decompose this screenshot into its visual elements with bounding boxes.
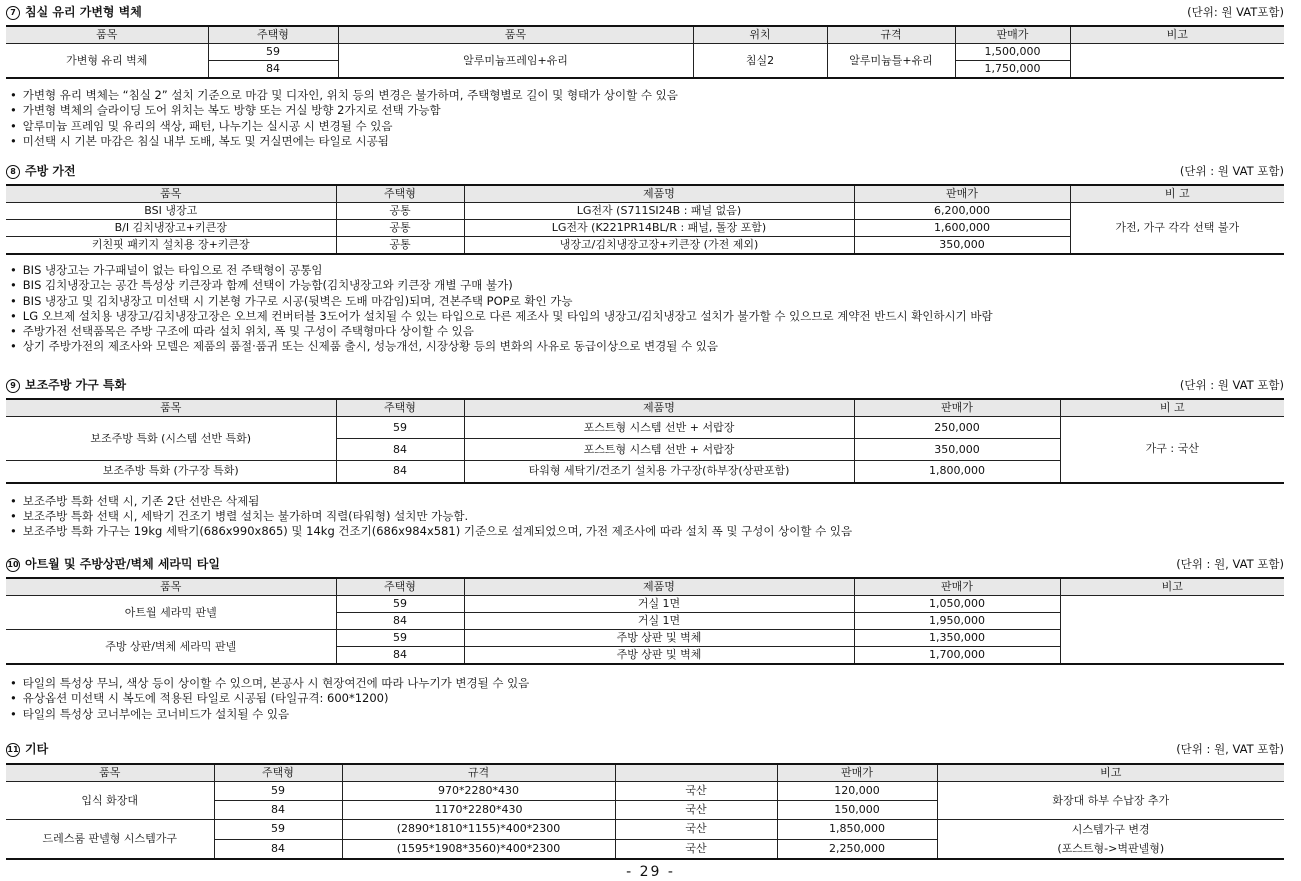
col-header: 판매가 [854, 185, 1070, 203]
price-cell: 6,200,000 [854, 203, 1070, 220]
col-header: 판매가 [854, 399, 1060, 417]
note-item: • BIS 냉장고 및 김치냉장고 미선택 시 기본형 가구로 시공(뒷벽은 도배 마감임)되며, 견본주택 POP로 확인 가능 [10, 294, 1284, 309]
price-cell: 1,600,000 [854, 220, 1070, 237]
type-cell: 84 [336, 439, 464, 461]
note-item: • 상기 주방가전의 제조사와 모델은 제품의 품절·품귀 또는 신제품 출시, 성능개선, 시장상황 등의 변화의 사유로 동급이상으로 변경될 수 있음 [10, 339, 1284, 354]
type-cell: 84 [336, 461, 464, 483]
product-cell: 주방 상판 및 벽체 [464, 647, 854, 665]
product-cell: LG전자 (S711SI24B : 패널 없음) [464, 203, 854, 220]
col-header: 비고 [937, 764, 1284, 782]
note-item: • LG 오브제 설치용 냉장고/김치냉장고장은 오브제 컨버터블 3도어가 설치될 수 있는 타입으로 다른 제조사 및 타입의 냉장고/김치냉장고 설치가 불가할 수 있으므로 계약전 반드시 확인하시기 바람 [10, 309, 1284, 324]
section-number: 10 [6, 558, 20, 572]
item-cell: 키친핏 패키지 설치용 장+키큰장 [6, 237, 336, 255]
type-cell: 59 [336, 596, 464, 613]
col-header: 판매가 [955, 26, 1070, 44]
col-header: 주택형 [336, 578, 464, 596]
product-cell: 냉장고/김치냉장고장+키큰장 (가전 제외) [464, 237, 854, 255]
type-cell: 공통 [336, 220, 464, 237]
col-header: 주택형 [336, 399, 464, 417]
origin-cell: 국산 [615, 820, 777, 840]
section-number: 8 [6, 165, 20, 179]
type-cell: 84 [336, 647, 464, 665]
col-header: 비고 [1060, 578, 1284, 596]
table-header-row [6, 764, 1284, 782]
others-table [6, 763, 1284, 860]
table-header-row [6, 185, 1284, 203]
product-cell: LG전자 (K221PR14BL/R : 패널, 톨장 포함) [464, 220, 854, 237]
table-header-row [6, 26, 1284, 44]
product-cell: 거실 1면 [464, 596, 854, 613]
col-header: 판매가 [777, 764, 937, 782]
section-title-text: 기타 [25, 742, 49, 756]
section-header [6, 740, 1284, 758]
section-title-text: 보조주방 가구 특화 [25, 378, 127, 392]
spec-cell: (1595*1908*3560)*400*2300 [342, 839, 615, 859]
note-item: • 타일의 특성상 코너부에는 코너비드가 설치될 수 있음 [10, 707, 1284, 722]
note-cell: 가전, 가구 각각 선택 불가 [1070, 203, 1284, 255]
price-cell: 1,050,000 [854, 596, 1060, 613]
glass-wall-table [6, 25, 1284, 79]
item-cell: 보조주방 특화 (시스템 선반 특화) [6, 417, 336, 461]
note-item: • 타일의 특성상 무늬, 색상 등이 상이할 수 있으며, 본공사 시 현장여건에 따라 나누기가 변경될 수 있음 [10, 676, 1284, 691]
col-header: 제품명 [464, 185, 854, 203]
table-row [6, 203, 1284, 220]
table-row [6, 44, 1284, 61]
type-cell: 59 [336, 417, 464, 439]
price-cell: 120,000 [777, 782, 937, 801]
type-cell: 공통 [336, 203, 464, 220]
location-cell: 침실2 [693, 44, 827, 79]
section-title [6, 376, 126, 394]
note-item: • 유상옵션 미선택 시 복도에 적용된 타일로 시공됨 (타일규격: 600*1200) [10, 691, 1284, 706]
type-cell: 59 [208, 44, 338, 61]
note-item: • BIS 냉장고는 가구패널이 없는 타입으로 전 주택형이 공통임 [10, 263, 1284, 278]
material-cell: 알루미늄프레임+유리 [338, 44, 693, 79]
section-title-text: 침실 유리 가변형 벽체 [25, 5, 142, 19]
price-cell: 350,000 [854, 237, 1070, 255]
type-cell: 59 [336, 630, 464, 647]
origin-cell: 국산 [615, 782, 777, 801]
item-cell: 주방 상판/벽체 세라믹 판넬 [6, 630, 336, 665]
table-row [6, 820, 1284, 840]
type-cell: 공통 [336, 237, 464, 255]
note-item: • 보조주방 특화 선택 시, 세탁기 건조기 병렬 설치는 불가하며 직렬(타워형) 설치만 가능함. [10, 509, 1284, 524]
type-cell: 84 [208, 61, 338, 79]
unit-label: (단위 : 원 VAT 포함) [1179, 378, 1284, 392]
table-header-row [6, 399, 1284, 417]
section-ceramic-tile [6, 555, 1284, 722]
col-header: 주택형 [208, 26, 338, 44]
product-cell: 타워형 세탁기/건조기 설치용 가구장(하부장(상판포함) [464, 461, 854, 483]
section-aux-kitchen [6, 376, 1284, 539]
table-row [6, 596, 1284, 613]
price-cell: 1,950,000 [854, 613, 1060, 630]
item-cell: BSI 냉장고 [6, 203, 336, 220]
section-title-text: 아트월 및 주방상판/벽체 세라믹 타일 [25, 557, 220, 571]
note-item: • 보조주방 특화 가구는 19kg 세탁기(686x990x865) 및 14kg 건조기(686x984x581) 기준으로 설계되었으며, 가전 제조사에 따라 설치 폭 및 구성이 상이할 수 있음 [10, 524, 1284, 539]
price-cell: 150,000 [777, 801, 937, 820]
col-header: 비 고 [1060, 399, 1284, 417]
col-header: 제품명 [464, 399, 854, 417]
section-glass-wall [6, 3, 1284, 149]
col-header: 품목 [338, 26, 693, 44]
section-number: 7 [6, 6, 20, 20]
origin-cell: 국산 [615, 839, 777, 859]
col-header: 판매가 [854, 578, 1060, 596]
product-cell: 주방 상판 및 벽체 [464, 630, 854, 647]
section-others [6, 740, 1284, 860]
page-number: - 29 - [626, 864, 675, 880]
item-cell: 아트월 세라믹 판넬 [6, 596, 336, 630]
col-header: 품목 [6, 185, 336, 203]
col-header [615, 764, 777, 782]
section-title-text: 주방 가전 [25, 164, 76, 178]
item-cell: 입식 화장대 [6, 782, 214, 820]
col-header: 품목 [6, 578, 336, 596]
note-cell [1070, 44, 1284, 79]
note-cell [937, 820, 1284, 860]
ceramic-tile-table [6, 577, 1284, 665]
spec-cell: 알루미늄틀+유리 [827, 44, 955, 79]
table-row [6, 417, 1284, 439]
price-cell: 1,750,000 [955, 61, 1070, 79]
col-header: 비 고 [1070, 185, 1284, 203]
section-title [6, 555, 220, 573]
note-cell: 화장대 하부 수납장 추가 [937, 782, 1284, 820]
section-header [6, 376, 1284, 394]
price-cell: 250,000 [854, 417, 1060, 439]
type-cell: 84 [214, 839, 342, 859]
type-cell: 84 [336, 613, 464, 630]
aux-kitchen-table [6, 398, 1284, 484]
note-item: • 가변형 유리 벽체는 “침실 2” 설치 기준으로 마감 및 디자인, 위치 등의 변경은 불가하며, 주택형별로 길이 및 형태가 상이할 수 있음 [10, 88, 1284, 103]
col-header: 품목 [6, 26, 208, 44]
notes-list [6, 263, 1284, 355]
col-header: 주택형 [214, 764, 342, 782]
type-cell: 84 [214, 801, 342, 820]
price-cell: 1,350,000 [854, 630, 1060, 647]
note-cell [1060, 596, 1284, 665]
price-cell: 1,700,000 [854, 647, 1060, 665]
type-cell: 59 [214, 820, 342, 840]
notes-list [6, 494, 1284, 540]
section-header [6, 555, 1284, 573]
note-line: (포스트형->벽판넬형) [1057, 842, 1165, 855]
col-header: 규격 [827, 26, 955, 44]
col-header: 비고 [1070, 26, 1284, 44]
section-number: 9 [6, 379, 20, 393]
section-number: 11 [6, 743, 20, 757]
col-header: 품목 [6, 764, 214, 782]
note-cell: 가구 : 국산 [1060, 417, 1284, 483]
origin-cell: 국산 [615, 801, 777, 820]
note-item: • BIS 김치냉장고는 공간 특성상 키큰장과 함께 선택이 가능함(김치냉장고와 키큰장 개별 구매 불가) [10, 278, 1284, 293]
note-item: • 가변형 벽체의 슬라이딩 도어 위치는 복도 방향 또는 거실 방향 2가지로 선택 가능함 [10, 103, 1284, 118]
price-cell: 350,000 [854, 439, 1060, 461]
table-row [6, 782, 1284, 801]
price-cell: 2,250,000 [777, 839, 937, 859]
product-cell: 포스트형 시스템 선반 + 서랍장 [464, 439, 854, 461]
product-cell: 포스트형 시스템 선반 + 서랍장 [464, 417, 854, 439]
table-header-row [6, 578, 1284, 596]
notes-list [6, 88, 1284, 149]
item-cell: B/I 김치냉장고+키큰장 [6, 220, 336, 237]
note-item: • 주방가전 선택품목은 주방 구조에 따라 설치 위치, 폭 및 구성이 주택형마다 상이할 수 있음 [10, 324, 1284, 339]
notes-list [6, 676, 1284, 722]
col-header: 규격 [342, 764, 615, 782]
kitchen-appliances-table [6, 184, 1284, 255]
col-header: 품목 [6, 399, 336, 417]
item-cell: 보조주방 특화 (가구장 특화) [6, 461, 336, 483]
unit-label: (단위 : 원, VAT 포함) [1176, 557, 1284, 571]
note-item: • 알루미늄 프레임 및 유리의 색상, 패턴, 나누기는 실시공 시 변경될 수 있음 [10, 119, 1284, 134]
section-title [6, 162, 76, 180]
section-kitchen-appliances [6, 162, 1284, 355]
spec-cell: 1170*2280*430 [342, 801, 615, 820]
item-cell: 드레스룸 판넬형 시스템가구 [6, 820, 214, 860]
price-cell: 1,500,000 [955, 44, 1070, 61]
unit-label: (단위 : 원 VAT 포함) [1179, 164, 1284, 178]
item-cell: 가변형 유리 벽체 [6, 44, 208, 79]
section-title [6, 3, 142, 21]
note-item: • 보조주방 특화 선택 시, 기존 2단 선반은 삭제됨 [10, 494, 1284, 509]
col-header: 주택형 [336, 185, 464, 203]
type-cell: 59 [214, 782, 342, 801]
unit-label: (단위: 원 VAT포함) [1187, 5, 1284, 19]
note-item: • 미선택 시 기본 마감은 침실 내부 도배, 복도 및 거실면에는 타일로 시공됨 [10, 134, 1284, 149]
col-header: 제품명 [464, 578, 854, 596]
product-cell: 거실 1면 [464, 613, 854, 630]
unit-label: (단위 : 원, VAT 포함) [1176, 742, 1284, 756]
note-line: 시스템가구 변경 [1071, 823, 1150, 836]
section-header [6, 162, 1284, 180]
price-cell: 1,800,000 [854, 461, 1060, 483]
section-header [6, 3, 1284, 21]
spec-cell: (2890*1810*1155)*400*2300 [342, 820, 615, 840]
section-title [6, 740, 48, 758]
col-header: 위치 [693, 26, 827, 44]
price-cell: 1,850,000 [777, 820, 937, 840]
spec-cell: 970*2280*430 [342, 782, 615, 801]
